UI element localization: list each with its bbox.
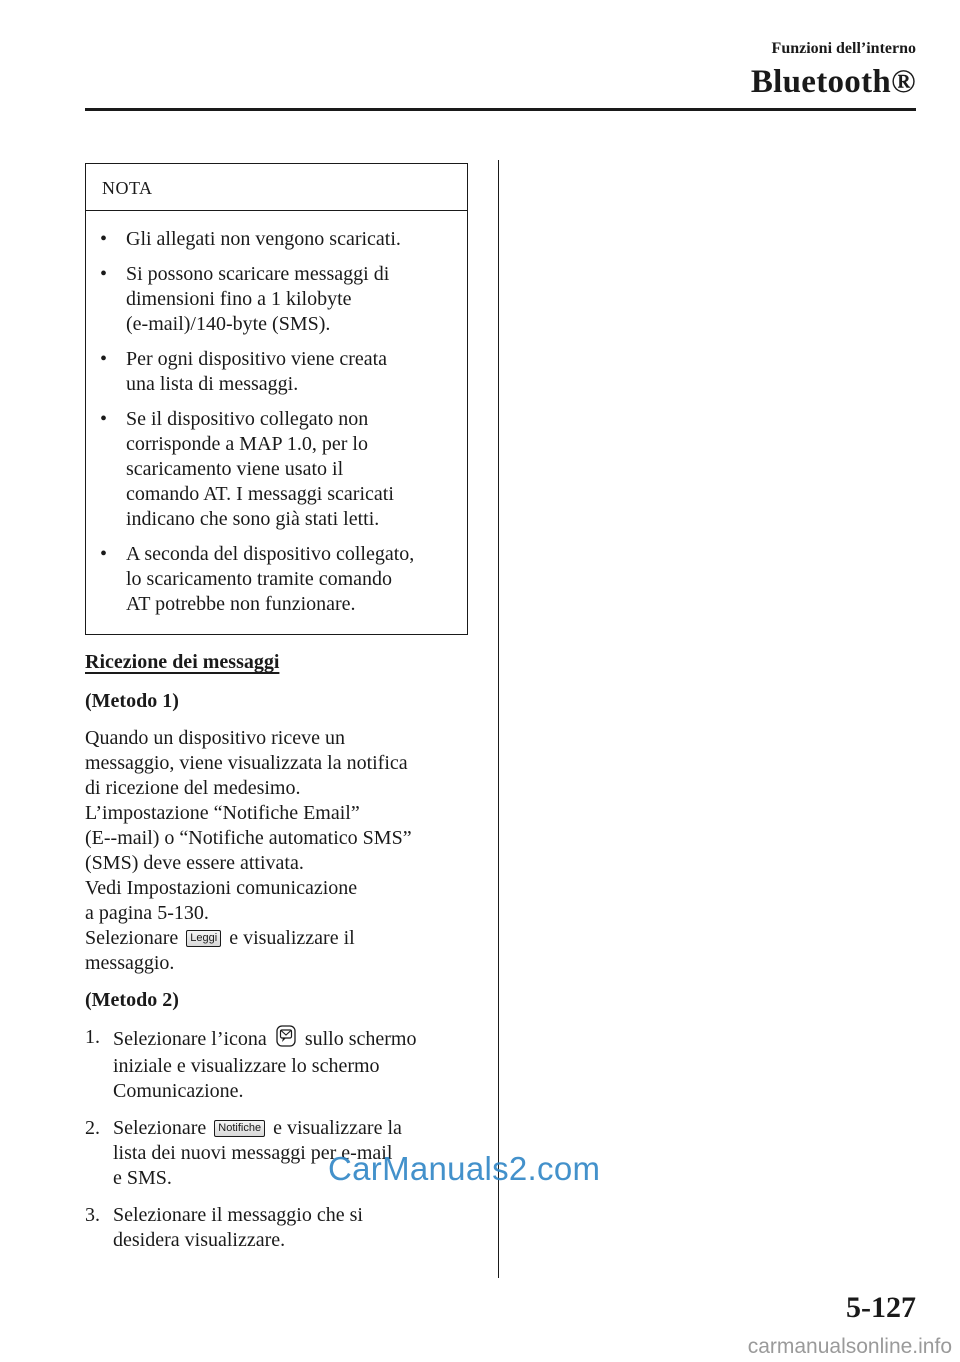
footer-watermark: carmanualsonline.info (747, 1335, 952, 1358)
column-divider (498, 160, 499, 1278)
text-line: lista dei nuovi messaggi per e-mail (113, 1142, 393, 1164)
text-line: Selezionare il messaggio che si (113, 1204, 363, 1226)
text-line: iniziale e visualizzare lo schermo (113, 1055, 380, 1077)
note-line: Si possono scaricare messaggi di (126, 263, 390, 285)
step-item (85, 1025, 485, 1104)
note-line: AT potrebbe non funzionare. (126, 593, 356, 615)
bullet: • (100, 348, 108, 370)
note-line: una lista di messaggi. (126, 373, 299, 395)
text-line (85, 926, 485, 951)
note-item (100, 407, 457, 532)
text-line: Comunicazione. (113, 1080, 244, 1102)
text-line: di ricezione del medesimo. (85, 777, 301, 799)
read-button-label: Leggi (186, 930, 221, 947)
note-line: indicano che sono già stati letti. (126, 508, 380, 530)
note-list (86, 211, 467, 617)
note-line: Per ogni dispositivo viene creata (126, 348, 388, 370)
step-number: 3. (85, 1204, 100, 1226)
bullet: • (100, 228, 108, 250)
text-fragment: Selezionare (113, 1117, 207, 1139)
bullet: • (100, 543, 108, 565)
step-number: 2. (85, 1117, 100, 1139)
text-line (113, 1117, 402, 1139)
message-icon (276, 1025, 296, 1054)
text-line: a pagina 5-130. (85, 902, 209, 924)
note-box (85, 163, 468, 635)
note-title: NOTA (86, 164, 467, 211)
page-number: 5-127 (846, 1291, 916, 1324)
watermark: CarManuals2.com (328, 1150, 601, 1187)
text-fragment: e visualizzare la (273, 1117, 402, 1139)
text-fragment: sullo schermo (304, 1028, 417, 1050)
text-line: Vedi Impostazioni comunicazione (85, 877, 358, 899)
text-line: Quando un dispositivo riceve un (85, 727, 345, 749)
text-fragment: Selezionare l’icona (113, 1028, 267, 1050)
header-rule (85, 108, 916, 111)
section-heading: Ricezione dei messaggi (85, 651, 280, 673)
note-line: lo scaricamento tramite comando (126, 568, 393, 590)
note-item (100, 227, 457, 252)
step-item (85, 1203, 485, 1253)
method-1-paragraph (85, 726, 485, 976)
text-line: (E--mail) o “Notifiche automatico SMS” (85, 827, 412, 849)
text-fragment: e visualizzare il (229, 927, 355, 949)
bullet: • (100, 263, 108, 285)
note-line: comando AT. I messaggi scaricati (126, 483, 394, 505)
text-line: messaggio, viene visualizzata la notifica (85, 752, 408, 774)
notifications-button-label: Notifiche (214, 1120, 265, 1137)
note-line: corrisponde a MAP 1.0, per lo (126, 433, 368, 455)
header-chapter-title: Bluetooth® (750, 64, 916, 100)
method-2-title: (Metodo 2) (85, 989, 179, 1011)
note-item (100, 347, 457, 397)
note-line: (e-mail)/140-byte (SMS). (126, 313, 331, 335)
text-line (113, 1028, 416, 1050)
header-section-title: Funzioni dell’interno (771, 40, 916, 57)
text-line: (SMS) deve essere attivata. (85, 852, 304, 874)
note-line: scaricamento viene usato il (126, 458, 344, 480)
note-line: A seconda del dispositivo collegato, (126, 543, 415, 565)
text-line: desidera visualizzare. (113, 1229, 286, 1251)
text-line: L’impostazione “Notifiche Email” (85, 802, 360, 824)
note-item (100, 542, 457, 617)
bullet: • (100, 408, 108, 430)
text-line: e SMS. (113, 1167, 172, 1189)
step-number: 1. (85, 1026, 100, 1048)
note-item (100, 262, 457, 337)
text-line: messaggio. (85, 952, 175, 974)
steps-list (85, 1025, 485, 1253)
note-line: Gli allegati non vengono scaricati. (126, 228, 401, 250)
note-line: Se il dispositivo collegato non (126, 408, 369, 430)
method-1-title: (Metodo 1) (85, 690, 179, 712)
note-line: dimensioni fino a 1 kilobyte (126, 288, 352, 310)
text-fragment: Selezionare (85, 927, 179, 949)
